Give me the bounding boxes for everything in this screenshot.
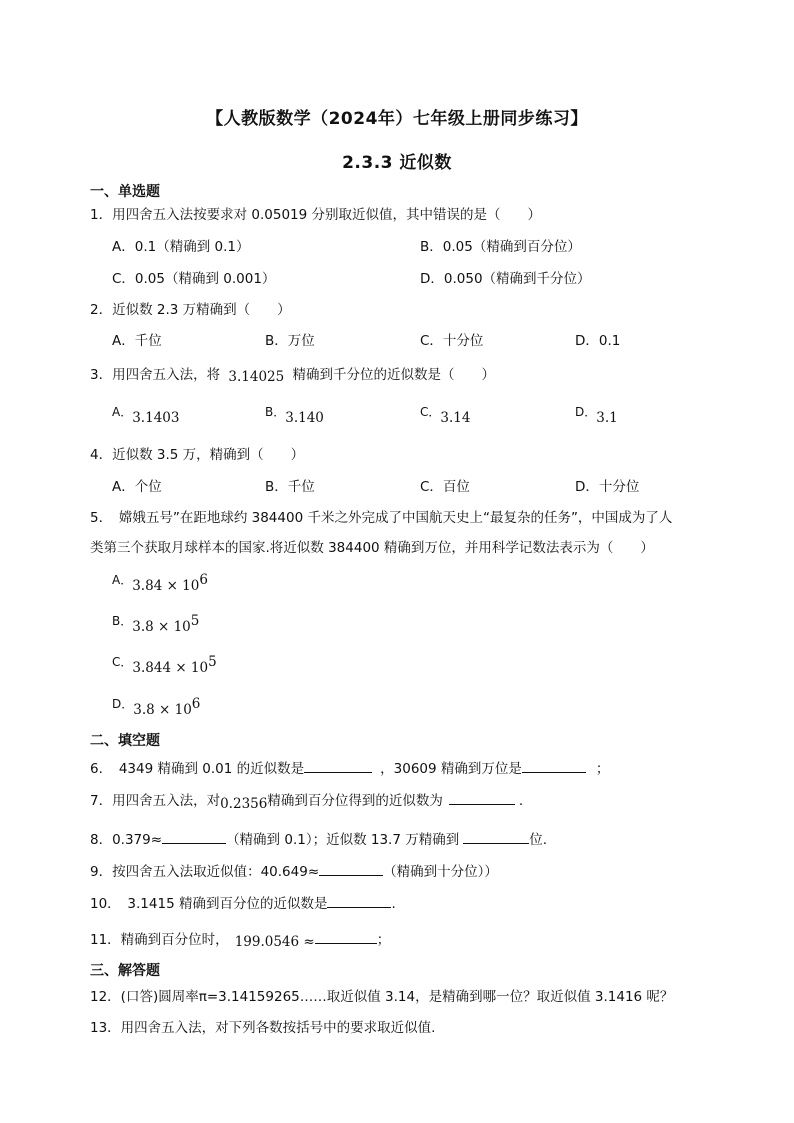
question-7-text-3: . (518, 793, 524, 809)
question-2-option-b: B．万位 (265, 333, 315, 349)
question-4-option-c: C．百位 (420, 479, 470, 495)
question-5-stem-line-1: 5． 嫦娥五号”在距地球约 384400 千米之外完成了中国航天史上“最复杂的任务”，中国成为了人 (90, 510, 673, 526)
question-3-option-d-label: D． (575, 405, 597, 419)
question-5-option-c-exponent: 5 (208, 654, 217, 670)
question-1-option-a: A．0.1（精确到 0.1） (112, 239, 250, 255)
question-4-option-a: A．个位 (112, 479, 162, 495)
question-9-text-2: （精确到十分位）） (383, 864, 498, 880)
question-5-option-d (112, 696, 201, 720)
question-8-text-3: 位. (529, 832, 548, 848)
section-heading-fill-blank: 二、填空题 (90, 733, 160, 749)
question-3-option-a-label: A． (112, 405, 133, 419)
answer-blank[interactable] (319, 861, 383, 876)
question-5-option-b (112, 613, 200, 637)
answer-blank[interactable] (304, 758, 372, 773)
question-5-option-c-base: 3.844 × 10 (132, 660, 209, 676)
question-5-option-d-label: D． (112, 697, 134, 711)
question-7-text-2: 精确到百分位得到的近似数为 (267, 793, 443, 809)
question-5-option-a-base: 3.84 × 10 (132, 578, 200, 594)
question-6-text-3: ； (595, 761, 610, 777)
section-heading-answer: 三、解答题 (90, 963, 160, 979)
answer-blank[interactable] (315, 929, 377, 944)
question-2-option-c: C．十分位 (420, 333, 484, 349)
question-7 (90, 790, 523, 811)
question-5-option-b-exponent: 5 (190, 613, 200, 629)
question-1-stem: 1．用四舍五入法按要求对 0.05019 分别取近似值，其中错误的是（ ） (90, 207, 541, 223)
question-3-option-b-value: 3.140 (285, 410, 324, 426)
question-5-option-a-exponent: 6 (199, 572, 208, 588)
question-11-text-1: 11．精确到百分位时， (90, 932, 229, 948)
question-2-option-d: D．0.1 (575, 333, 621, 349)
question-3-option-a (112, 405, 180, 428)
question-8-text-1: 8．0.379≈ (90, 832, 163, 848)
question-4-option-b: B．千位 (265, 479, 315, 495)
question-10-text-1: 10． 3.1415 精确到百分位的近似数是 (90, 896, 328, 912)
question-4-stem: 4．近似数 3.5 万，精确到（ ） (90, 447, 305, 463)
question-2-option-a: A．千位 (112, 333, 162, 349)
question-12-stem: 12．(口答)圆周率π=3.14159265……取近似值 3.14，是精确到哪一位？取近似值 3.1416 呢？ (90, 989, 674, 1005)
question-7-number: 0.2356 (220, 796, 268, 812)
question-3-option-b (265, 405, 324, 428)
question-13-stem: 13．用四舍五入法，对下列各数按括号中的要求取近似值. (90, 1020, 436, 1036)
question-3-option-c-label: C． (420, 405, 441, 419)
question-3-option-a-value: 3.1403 (132, 410, 180, 426)
question-10 (90, 893, 396, 914)
question-5-option-d-base: 3.8 × 10 (133, 702, 192, 718)
answer-blank[interactable] (449, 790, 515, 805)
section-heading-single-choice: 一、单选题 (90, 184, 160, 200)
question-5-option-b-base: 3.8 × 10 (132, 619, 191, 635)
question-7-text-1: 7．用四舍五入法，对 (90, 793, 221, 809)
question-6 (90, 758, 609, 779)
document-title: 【人教版数学（2024年）七年级上册同步练习】 (206, 109, 588, 129)
question-1-option-b: B．0.05（精确到百分位） (420, 239, 581, 255)
question-5-stem-line-2: 类第三个获取月球样本的国家.将近似数 384400 精确到万位，并用科学记数法表示为（ ） (90, 540, 654, 556)
question-3-option-d-value: 3.1 (596, 410, 618, 426)
question-5-option-d-exponent: 6 (191, 696, 201, 712)
question-10-text-2: . (391, 896, 396, 912)
question-8 (90, 829, 547, 850)
question-8-text-2: （精确到 0.1）；近似数 13.7 万精确到 (226, 832, 460, 848)
question-5-option-a-label: A． (112, 573, 133, 587)
question-5-option-c (112, 654, 217, 678)
question-5-option-a (112, 572, 208, 596)
question-4-option-d: D．十分位 (575, 479, 640, 495)
answer-blank[interactable] (463, 829, 529, 844)
question-11-expression: 199.0546 ≈ (234, 934, 315, 950)
question-3-stem-suffix: 精确到千分位的近似数是（ ） (292, 367, 496, 383)
document-subtitle: 2.3.3 近似数 (342, 153, 452, 173)
answer-blank[interactable] (327, 893, 391, 908)
question-11-text-2: ； (376, 932, 391, 948)
answer-blank[interactable] (162, 829, 226, 844)
question-6-text-2: ，30609 精确到万位是 (380, 761, 522, 777)
question-3-stem-prefix: 3．用四舍五入法，将 (90, 367, 221, 383)
question-3-option-b-label: B． (265, 405, 286, 419)
question-5-option-b-label: B． (112, 614, 133, 628)
question-9-text-1: 9．按四舍五入法取近似值：40.649≈ (90, 864, 320, 880)
question-2-stem: 2．近似数 2.3 万精确到（ ） (90, 302, 291, 318)
question-6-text-1: 6． 4349 精确到 0.01 的近似数是 (90, 761, 305, 777)
question-3-number: 3.14025 (228, 369, 285, 385)
question-5-option-c-label: C． (112, 655, 133, 669)
answer-blank[interactable] (522, 758, 586, 773)
question-3-option-c (420, 405, 471, 428)
question-1-option-c: C．0.05（精确到 0.001） (112, 271, 276, 287)
question-3-option-c-value: 3.14 (440, 410, 471, 426)
question-1-option-d: D．0.050（精确到千分位） (420, 271, 591, 287)
question-3-stem (90, 365, 495, 385)
question-9 (90, 861, 498, 882)
question-3-option-d (575, 405, 618, 428)
question-11 (90, 929, 390, 950)
